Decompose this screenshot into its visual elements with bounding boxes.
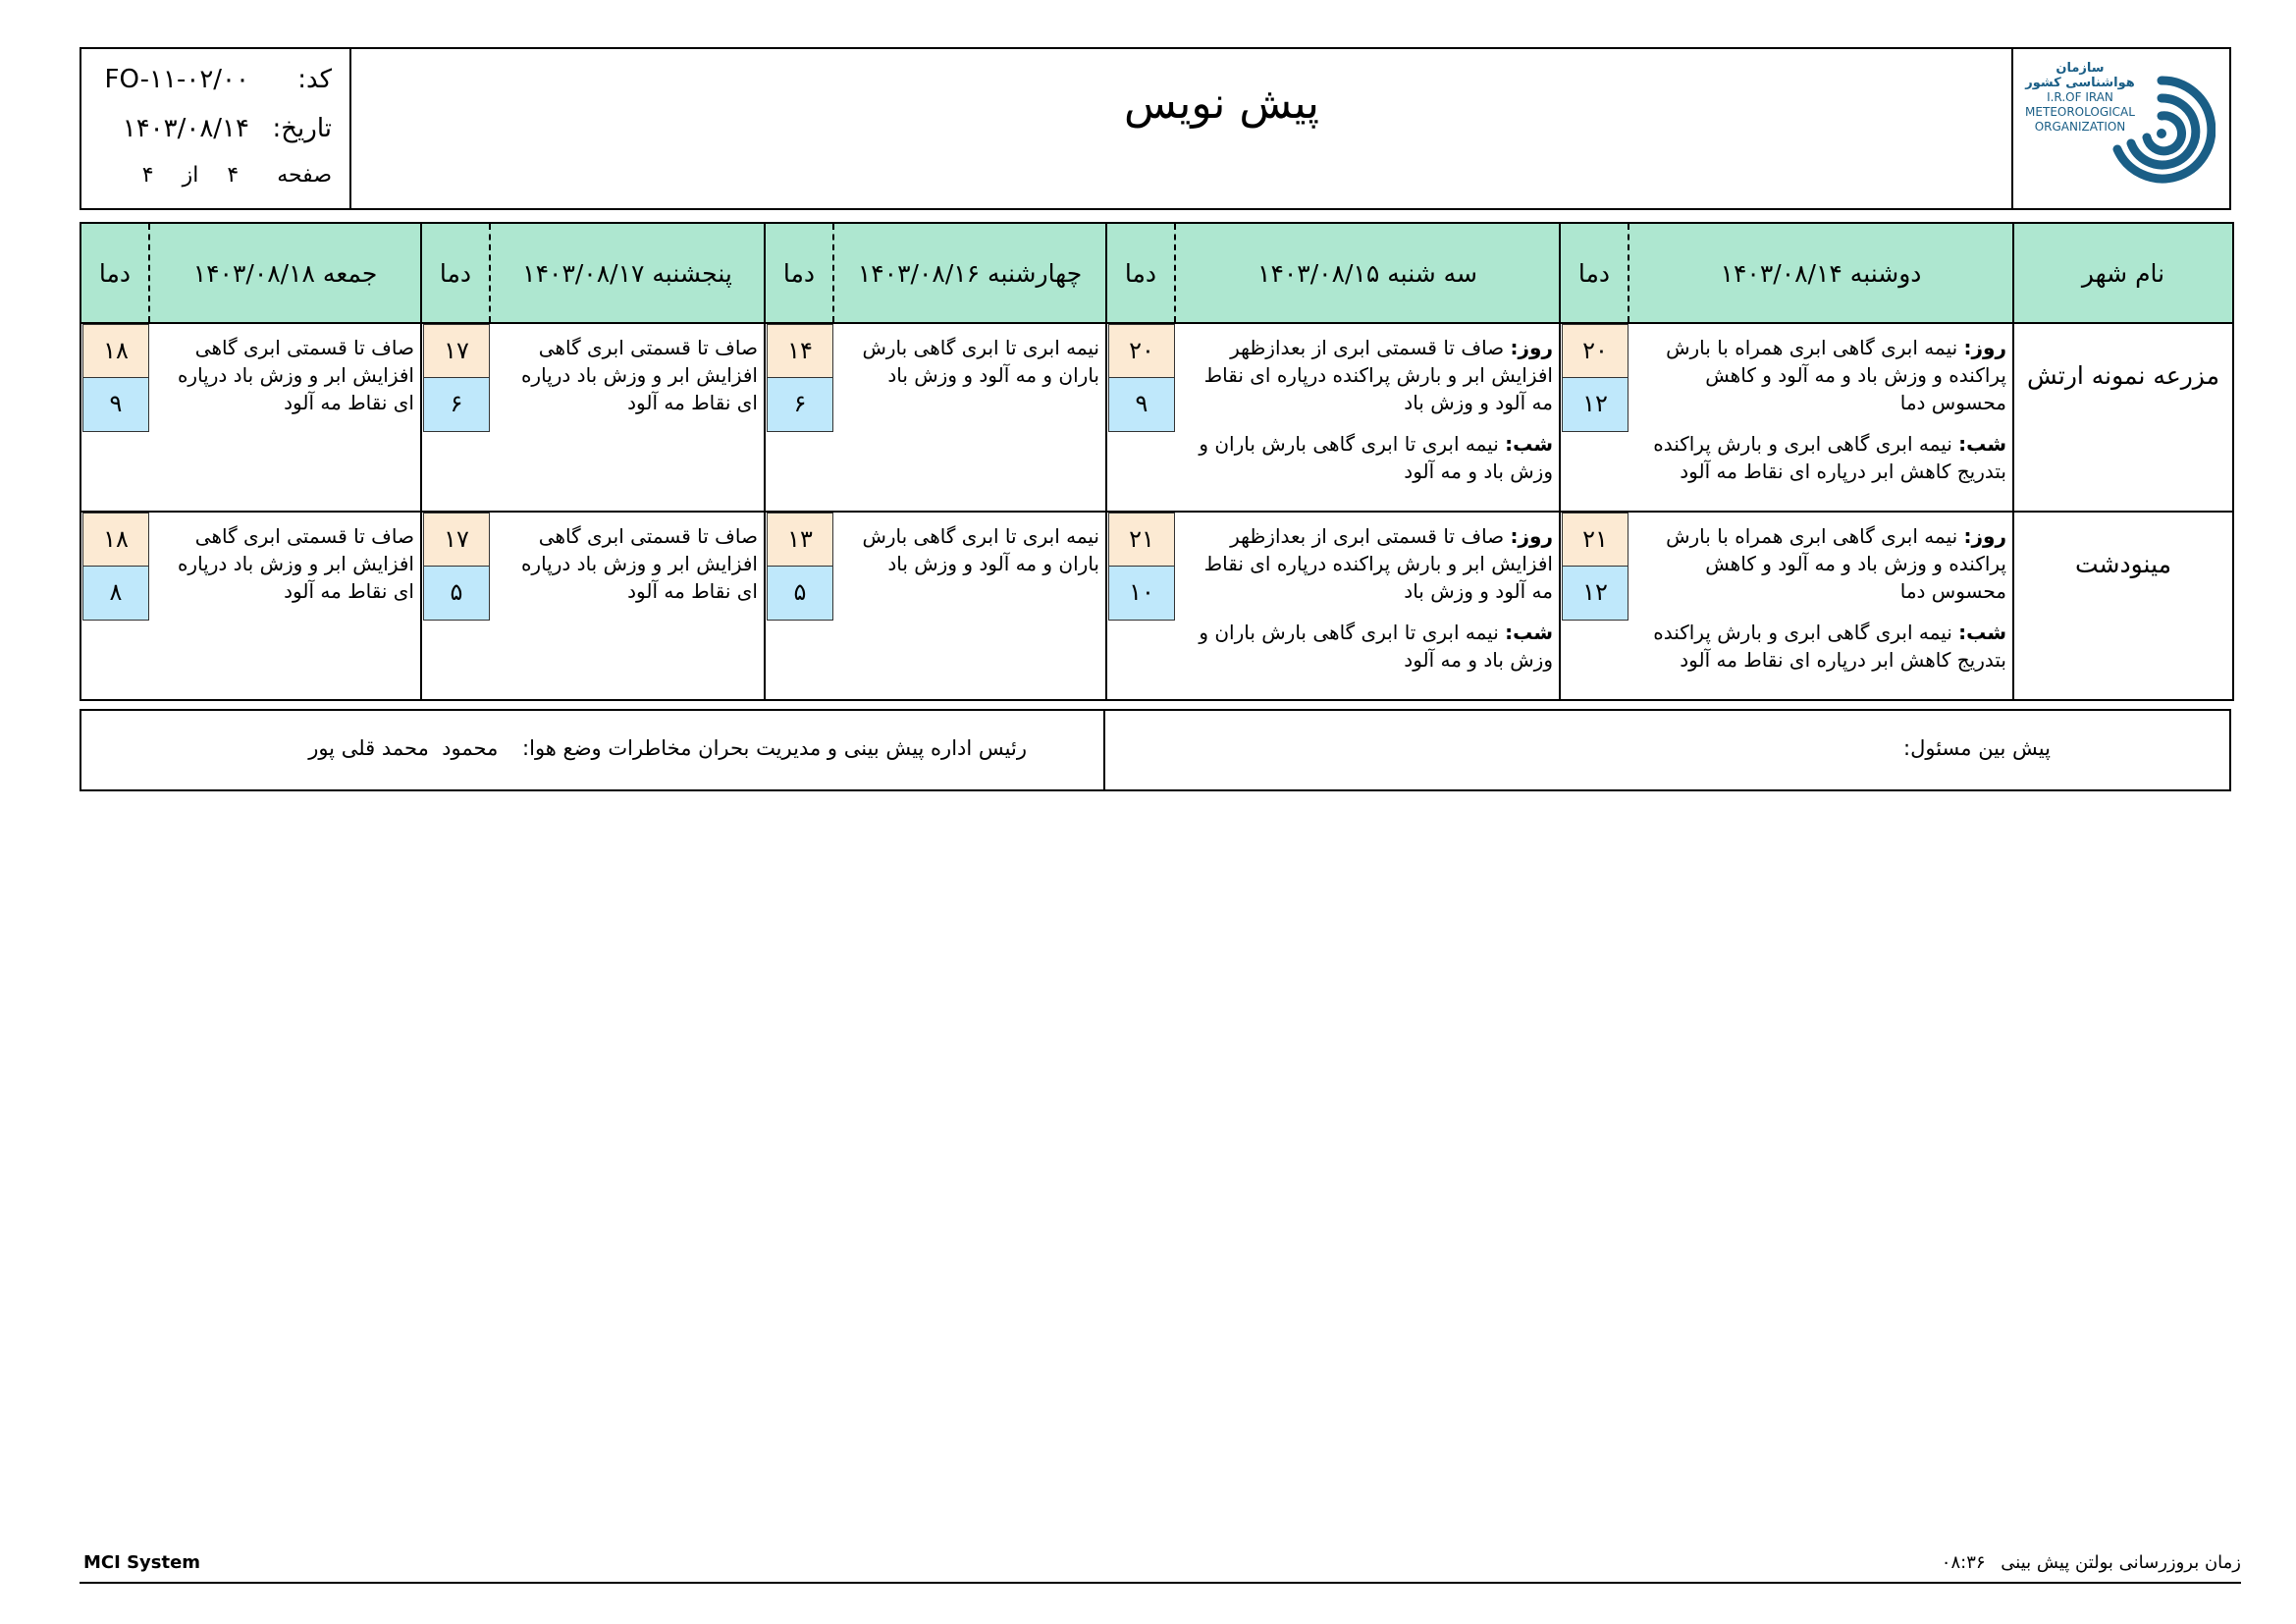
night-forecast-text: نیمه ابری تا ابری گاهی بارش باران و وزش باد و مه آلود [1199, 621, 1553, 672]
day-forecast [1638, 334, 2006, 416]
system-name: MCI System [83, 1552, 201, 1573]
chief-name: محمود محمد قلی پور [308, 736, 499, 760]
chief-cell [81, 711, 1105, 789]
forecast-description: صاف تا قسمتی ابری گاهی افزایش ابر و وزش باد درپاره ای نقاط مه آلود [149, 512, 421, 700]
forecast-description [1175, 323, 1560, 512]
chief-label: رئیس اداره پیش بینی و مدیریت بحران مخاطرات وضع هوا: [522, 736, 1027, 760]
max-temperature: ۲۱ [1108, 513, 1175, 567]
temperature-cell [765, 323, 833, 512]
temperature-cell [1106, 512, 1175, 700]
logo-english-line-2: METEOROLOGICAL [2025, 105, 2135, 119]
day-column-header: پنجشنبه ۱۴۰۳/۰۸/۱۷ [490, 223, 765, 323]
forecast-description: صاف تا قسمتی ابری گاهی افزایش ابر و وزش باد درپاره ای نقاط مه آلود [149, 323, 421, 512]
temperature-cell [421, 323, 490, 512]
temp-column-header: دما [1560, 223, 1629, 323]
page-of-label: از [182, 163, 199, 188]
page-total: ۴ [141, 163, 154, 188]
temp-column-header: دما [1106, 223, 1175, 323]
max-temperature: ۱۳ [767, 513, 833, 567]
date-label: تاریخ: [272, 114, 332, 143]
temperature-cell [1106, 323, 1175, 512]
max-temperature: ۲۰ [1108, 324, 1175, 378]
city-name: مزرعه نمونه ارتش [2013, 323, 2233, 512]
update-time-label: زمان بروزرسانی بولتن پیش بینی [2001, 1552, 2241, 1573]
footer-divider [80, 1582, 2241, 1584]
day-forecast-text: نیمه ابری گاهی ابری همراه با بارش پراکنده و وزش باد و مه آلود و کاهش محسوس دما [1666, 336, 2006, 414]
forecast-description: نیمه ابری تا ابری گاهی بارش باران و مه آلود و وزش باد [833, 512, 1106, 700]
page-title: پیش نویس [1124, 79, 1319, 129]
signature-block [80, 709, 2231, 791]
max-temperature: ۱۴ [767, 324, 833, 378]
day-forecast-text: صاف تا قسمتی ابری از بعدازظهر افزایش ابر و بارش پراکنده درپاره ای نقاط مه آلود و وزش باد [1203, 336, 1553, 414]
city-column-header: نام شهر [2013, 223, 2233, 323]
temperature-cell [80, 512, 149, 700]
night-forecast-text: نیمه ابری گاهی ابری و بارش پراکنده بتدریج کاهش ابر درپاره ای نقاط مه آلود [1653, 621, 2006, 672]
meteorological-organization-logo-icon [2108, 63, 2216, 200]
max-temperature: ۲۰ [1562, 324, 1629, 378]
day-forecast [1638, 522, 2006, 605]
temperature-cell [1560, 323, 1629, 512]
night-forecast [1185, 619, 1553, 674]
forecast-description: صاف تا قسمتی ابری گاهی افزایش ابر و وزش باد درپاره ای نقاط مه آلود [490, 512, 765, 700]
code-label: کد: [297, 65, 332, 94]
min-temperature: ۸ [82, 567, 149, 621]
forecast-description [1629, 512, 2013, 700]
night-label: شب: [1505, 432, 1553, 456]
bulletin-header [80, 47, 2231, 210]
logo-english-line-3: ORGANIZATION [2034, 120, 2126, 134]
min-temperature: ۱۲ [1562, 567, 1629, 621]
night-forecast [1638, 619, 2006, 674]
night-forecast [1638, 430, 2006, 485]
temperature-cell [421, 512, 490, 700]
update-time-value: ۰۸:۳۶ [1941, 1552, 1986, 1573]
night-label: شب: [1958, 432, 2006, 456]
max-temperature: ۱۸ [82, 513, 149, 567]
day-forecast-text: صاف تا قسمتی ابری از بعدازظهر افزایش ابر و بارش پراکنده درپاره ای نقاط مه آلود و وزش باد [1203, 524, 1553, 603]
code-row [105, 65, 332, 94]
page-row [142, 163, 332, 188]
day-label: روز: [1510, 336, 1553, 359]
min-temperature: ۹ [82, 378, 149, 432]
code-value: FO-۱۱-۰۲/۰۰ [104, 65, 249, 94]
city-name: مینودشت [2013, 512, 2233, 700]
max-temperature: ۲۱ [1562, 513, 1629, 567]
min-temperature: ۵ [423, 567, 490, 621]
max-temperature: ۱۸ [82, 324, 149, 378]
night-label: شب: [1505, 621, 1553, 644]
forecast-description: صاف تا قسمتی ابری گاهی افزایش ابر و وزش باد درپاره ای نقاط مه آلود [490, 323, 765, 512]
page-label: صفحه [277, 163, 332, 188]
max-temperature: ۱۷ [423, 513, 490, 567]
night-forecast-text: نیمه ابری تا ابری گاهی بارش باران و وزش باد و مه آلود [1199, 432, 1553, 483]
day-column-header: چهارشنبه ۱۴۰۳/۰۸/۱۶ [833, 223, 1106, 323]
logo-cell [2011, 49, 2229, 208]
min-temperature: ۶ [423, 378, 490, 432]
temp-column-header: دما [421, 223, 490, 323]
table-row [80, 512, 2233, 700]
day-label: روز: [1510, 524, 1553, 548]
logo-persian-name: سازمان هواشناسی کشور [2025, 61, 2135, 90]
forecast-description [1629, 323, 2013, 512]
logo-english-line-1: I.R.OF IRAN [2047, 90, 2113, 104]
date-row [123, 114, 332, 143]
day-column-header: دوشنبه ۱۴۰۳/۰۸/۱۴ [1629, 223, 2013, 323]
min-temperature: ۵ [767, 567, 833, 621]
table-row [80, 323, 2233, 512]
day-label: روز: [1963, 524, 2006, 548]
chief-signature [308, 736, 1027, 760]
temperature-cell [80, 323, 149, 512]
day-forecast [1185, 334, 1553, 416]
forecast-description: نیمه ابری تا ابری گاهی بارش باران و مه آلود و وزش باد [833, 323, 1106, 512]
temp-column-header: دما [765, 223, 833, 323]
min-temperature: ۱۲ [1562, 378, 1629, 432]
temperature-cell [1560, 512, 1629, 700]
night-forecast-text: نیمه ابری گاهی ابری و بارش پراکنده بتدریج کاهش ابر درپاره ای نقاط مه آلود [1653, 432, 2006, 483]
day-forecast-text: نیمه ابری گاهی ابری همراه با بارش پراکنده و وزش باد و مه آلود و کاهش محسوس دما [1666, 524, 2006, 603]
min-temperature: ۱۰ [1108, 567, 1175, 621]
temperature-cell [765, 512, 833, 700]
min-temperature: ۹ [1108, 378, 1175, 432]
day-column-header: جمعه ۱۴۰۳/۰۸/۱۸ [149, 223, 421, 323]
document-meta [81, 49, 351, 208]
page-current: ۴ [227, 163, 240, 188]
forecast-description [1175, 512, 1560, 700]
date-value: ۱۴۰۳/۰۸/۱۴ [122, 114, 249, 143]
forecaster-label: پیش بین مسئول: [1903, 736, 2051, 760]
forecast-table [80, 222, 2234, 701]
forecaster-cell [1101, 711, 2229, 789]
day-forecast [1185, 522, 1553, 605]
day-column-header: سه شنبه ۱۴۰۳/۰۸/۱۵ [1175, 223, 1560, 323]
max-temperature: ۱۷ [423, 324, 490, 378]
night-label: شب: [1958, 621, 2006, 644]
update-time [1942, 1552, 2241, 1573]
min-temperature: ۶ [767, 378, 833, 432]
temp-column-header: دما [80, 223, 149, 323]
night-forecast [1185, 430, 1553, 485]
day-label: روز: [1963, 336, 2006, 359]
table-header-row [80, 223, 2233, 323]
